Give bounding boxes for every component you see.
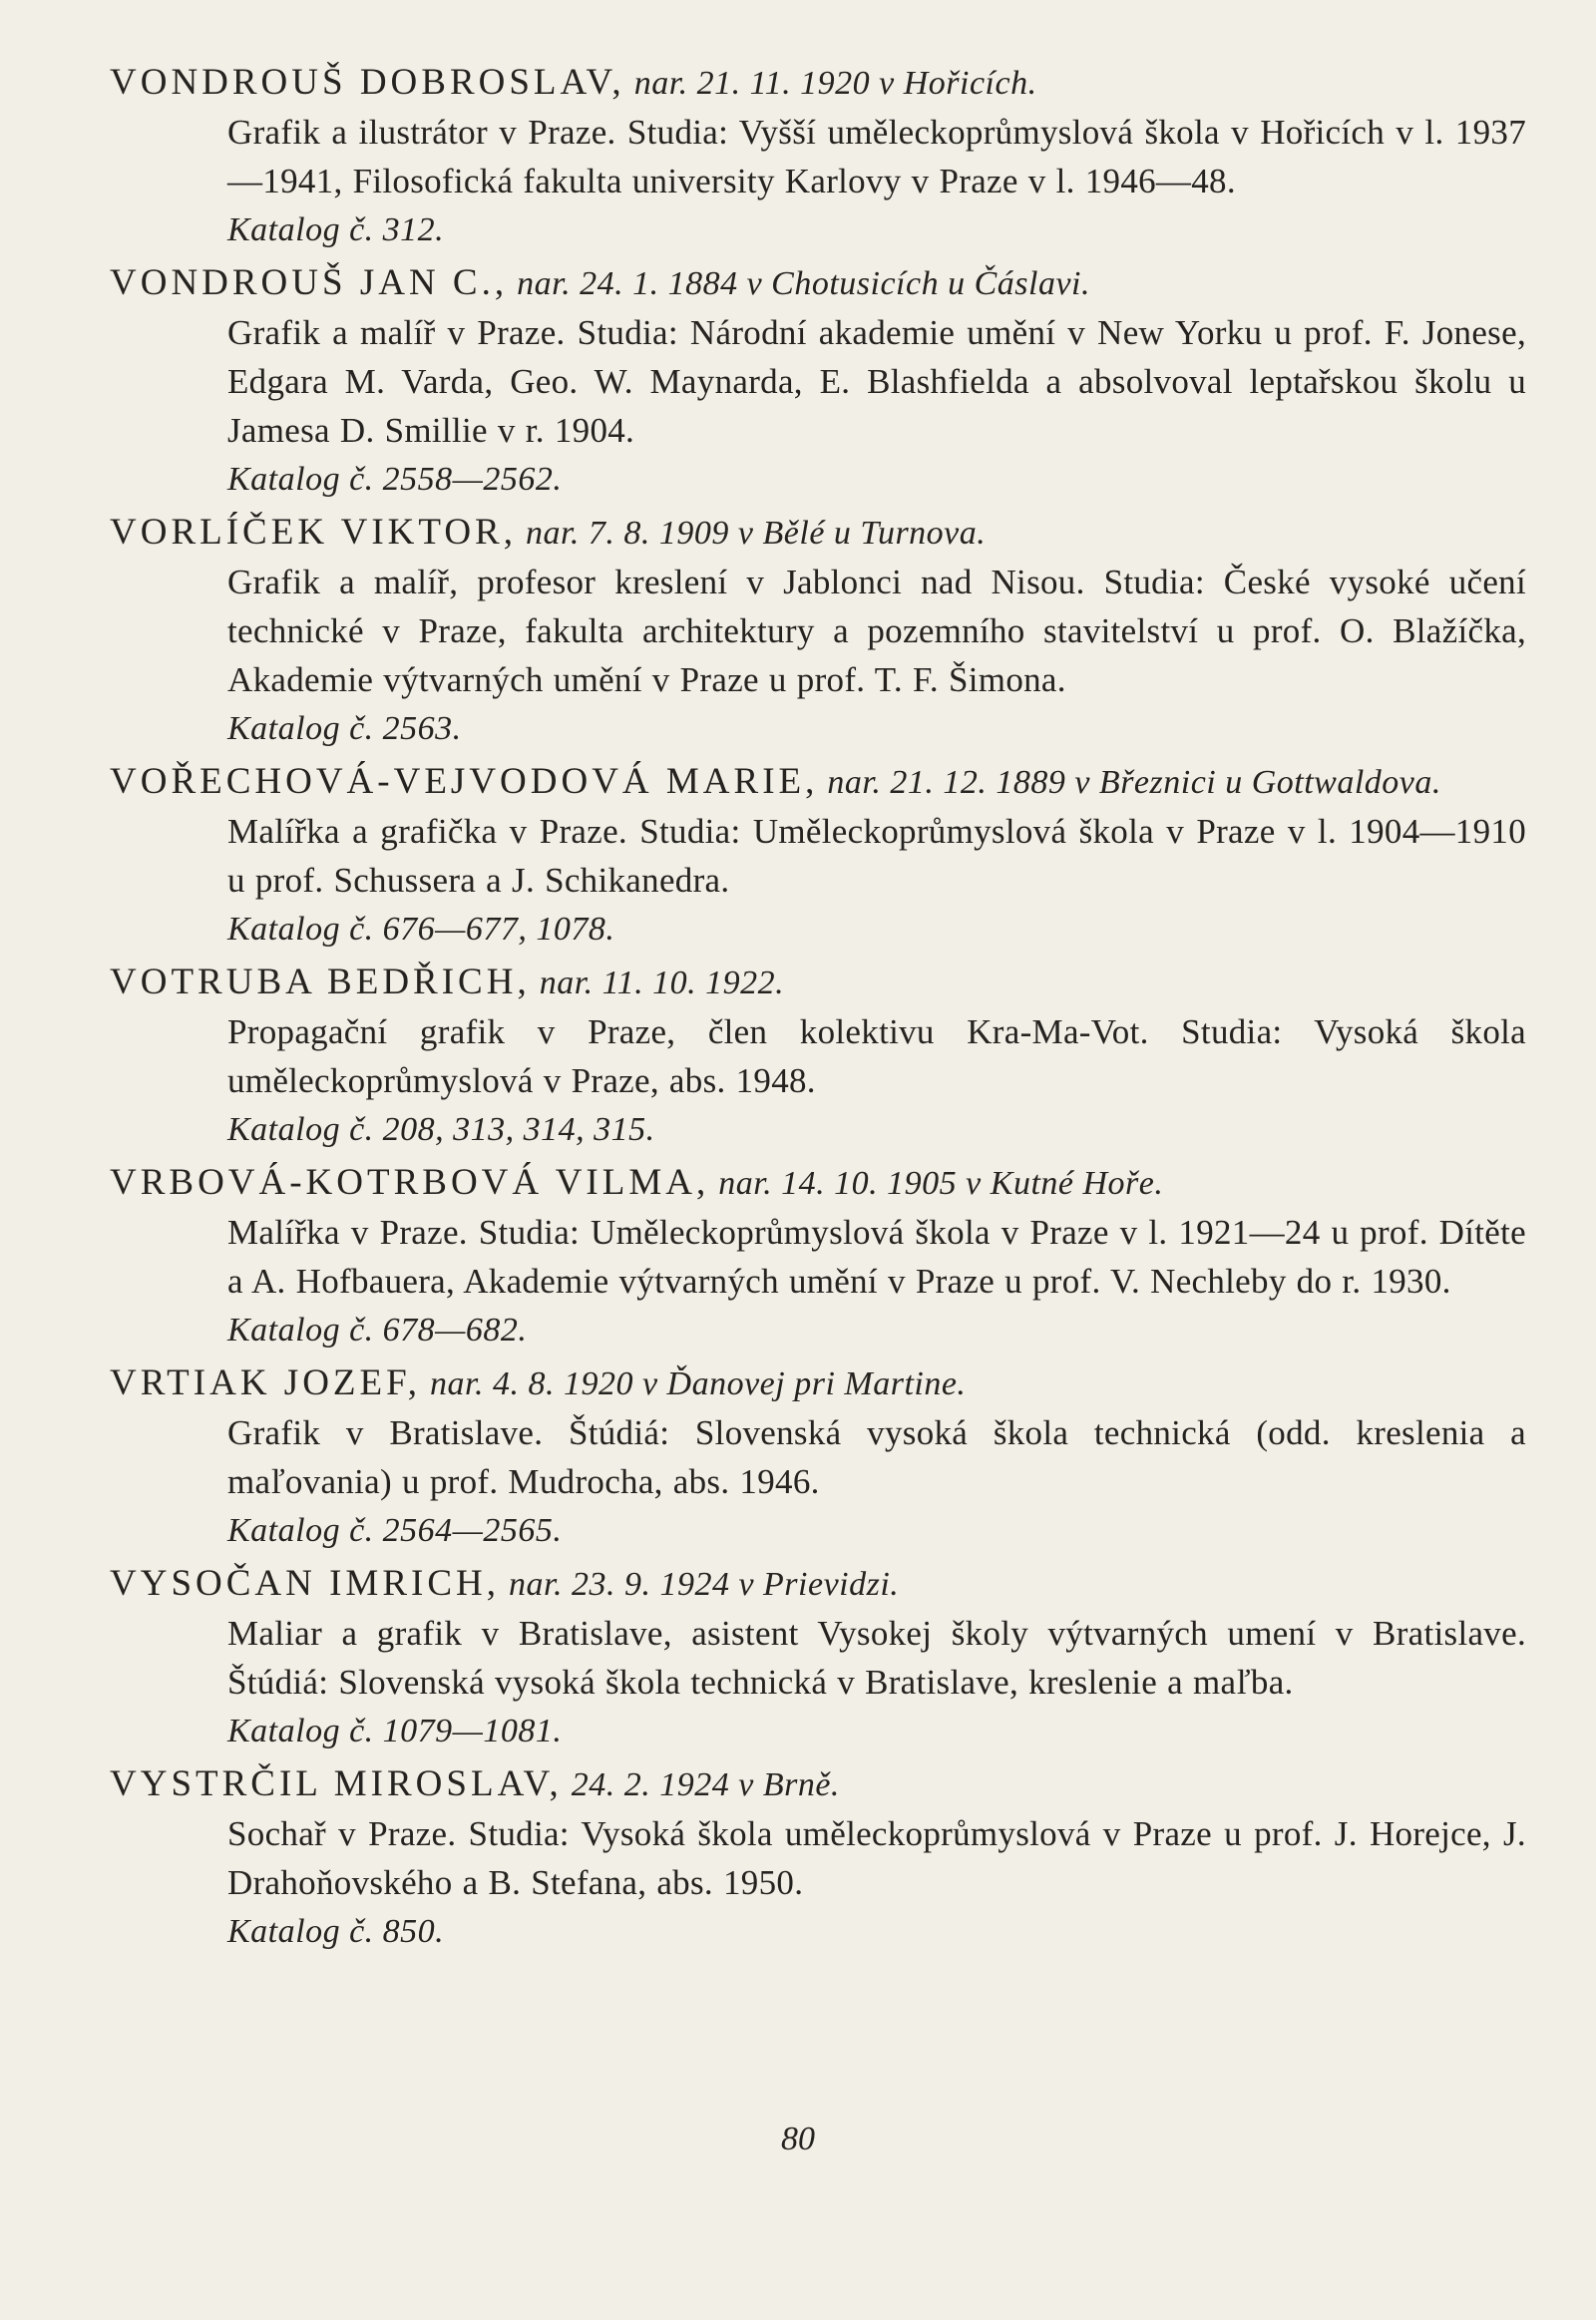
artist-name: VONDROUŠ JAN C., <box>110 262 509 303</box>
artist-biography: Sochař v Praze. Studia: Vysoká škola uměleckoprůmyslová v Praze u prof. J. Horejce, J. Drahoňovského a B. Stefana, abs. 1950. <box>227 1814 1526 1902</box>
artist-name: VOTRUBA BEDŘICH, <box>110 962 531 1002</box>
entry-headline <box>110 1759 1526 1809</box>
birth-info: nar. 21. 12. 1889 v Březnici u Gottwaldova. <box>818 764 1441 801</box>
artist-entry <box>110 1559 1526 1755</box>
artist-name: VYSOČAN IMRICH, <box>110 1563 500 1604</box>
catalog-reference: Katalog č. 850. <box>227 1913 445 1950</box>
artist-entry <box>110 958 1526 1154</box>
artist-name: VORLÍČEK VIKTOR, <box>110 512 517 553</box>
birth-info: 24. 2. 1924 v Brně. <box>562 1766 840 1803</box>
artist-entry <box>110 1358 1526 1555</box>
artist-name: VONDROUŠ DOBROSLAV, <box>110 62 625 103</box>
artist-name: VRBOVÁ-KOTRBOVÁ VILMA, <box>110 1162 710 1203</box>
entry-headline <box>110 258 1526 308</box>
artist-entry <box>110 258 1526 504</box>
birth-info: nar. 11. 10. 1922. <box>530 965 785 1001</box>
catalog-reference: Katalog č. 1079—1081. <box>227 1713 563 1749</box>
entry-list <box>110 58 1526 1956</box>
birth-info: nar. 14. 10. 1905 v Kutné Hoře. <box>709 1165 1164 1202</box>
catalog-reference: Katalog č. 2563. <box>227 710 462 747</box>
entry-headline <box>110 1358 1526 1408</box>
entry-headline <box>110 1559 1526 1609</box>
birth-info: nar. 21. 11. 1920 v Hořicích. <box>624 65 1037 102</box>
entry-headline <box>110 958 1526 1007</box>
artist-entry <box>110 508 1526 753</box>
artist-entry <box>110 58 1526 254</box>
catalog-reference: Katalog č. 676—677, 1078. <box>227 911 615 948</box>
catalog-reference: Katalog č. 2558—2562. <box>227 461 563 498</box>
entry-headline <box>110 757 1526 807</box>
entry-headline <box>110 58 1526 108</box>
artist-entry <box>110 757 1526 954</box>
artist-name: VOŘECHOVÁ-VEJVODOVÁ MARIE, <box>110 761 819 802</box>
entry-headline <box>110 508 1526 558</box>
catalog-reference: Katalog č. 208, 313, 314, 315. <box>227 1111 655 1148</box>
artist-entry <box>110 1759 1526 1956</box>
catalog-reference: Katalog č. 2564—2565. <box>227 1512 563 1549</box>
birth-info: nar. 4. 8. 1920 v Ďanovej pri Martine. <box>420 1365 967 1402</box>
artist-biography: Maliar a grafik v Bratislave, asistent Vysokej školy výtvarných umení v Bratislave. Štúdiá: Slovenská vysoká škola technická v Bratislave, kreslenie a maľba. <box>227 1614 1526 1702</box>
artist-biography: Malířka a grafička v Praze. Studia: Uměleckoprůmyslová škola v Praze v l. 1904—1910 u prof. Schussera a J. Schikanedra. <box>227 812 1526 900</box>
artist-biography: Grafik a ilustrátor v Praze. Studia: Vyšší uměleckoprůmyslová škola v Hořicích v l. 1937—1941, Filosofická fakulta university Karlovy v Praze v l. 1946—48. <box>227 113 1526 200</box>
page-number: 80 <box>781 2121 815 2157</box>
artist-name: VYSTRČIL MIROSLAV, <box>110 1763 563 1804</box>
artist-biography: Grafik v Bratislave. Štúdiá: Slovenská vysoká škola technická (odd. kreslenia a maľovania) u prof. Mudrocha, abs. 1946. <box>227 1413 1526 1501</box>
artist-biography: Grafik a malíř v Praze. Studia: Národní akademie umění v New Yorku u prof. F. Jonese, Edgara M. Varda, Geo. W. Maynarda, E. Blashfielda a absolvoval leptařskou školu u Jamesa D. Smillie v r. 1904. <box>227 313 1526 450</box>
catalog-reference: Katalog č. 678—682. <box>227 1312 528 1349</box>
birth-info: nar. 7. 8. 1909 v Bělé u Turnova. <box>516 515 987 552</box>
catalog-reference: Katalog č. 312. <box>227 211 445 248</box>
artist-biography: Grafik a malíř, profesor kreslení v Jablonci nad Nisou. Studia: České vysoké učení technické v Praze, fakulta architektury a pozemního stavitelství u prof. O. Blažíčka, Akademie výtvarných umění v Praze u prof. T. F. Šimona. <box>227 563 1526 699</box>
artist-name: VRTIAK JOZEF, <box>110 1362 421 1403</box>
birth-info: nar. 24. 1. 1884 v Chotusicích u Čáslavi. <box>508 265 1090 302</box>
artist-biography: Propagační grafik v Praze, člen kolektivu Kra-Ma-Vot. Studia: Vysoká škola uměleckoprůmyslová v Praze, abs. 1948. <box>227 1012 1526 1100</box>
artist-entry <box>110 1158 1526 1354</box>
entry-headline <box>110 1158 1526 1208</box>
artist-biography: Malířka v Praze. Studia: Uměleckoprůmyslová škola v Praze v l. 1921—24 u prof. Dítěte a A. Hofbauera, Akademie výtvarných umění v Praze u prof. V. Nechleby do r. 1930. <box>227 1213 1526 1301</box>
birth-info: nar. 23. 9. 1924 v Prievidzi. <box>499 1566 900 1603</box>
